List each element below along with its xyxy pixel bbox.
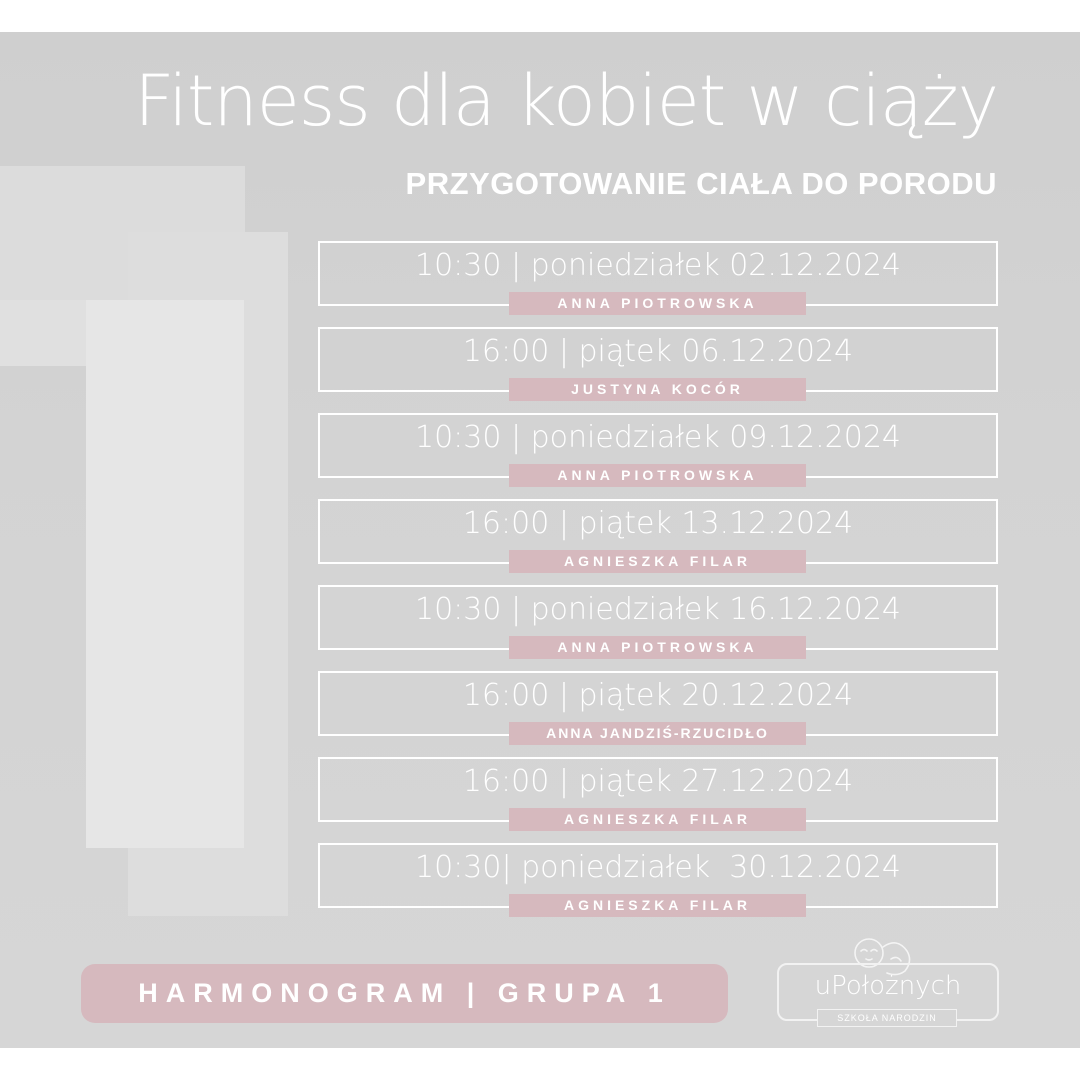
schedule-list — [318, 241, 998, 929]
logo-name: uPołożnych — [814, 971, 962, 1001]
instructor-badge: ANNA PIOTROWSKA — [509, 292, 806, 315]
session-item — [318, 671, 998, 757]
instructor-badge: AGNIESZKA FILAR — [509, 550, 806, 573]
session-time-date: 16:00 | piątek 27.12.2024 — [462, 764, 854, 799]
page-title: Fitness dla kobiet w ciąży — [134, 60, 998, 142]
brand-logo — [777, 929, 999, 1029]
logo-tagline: SZKOŁA NARODZIN — [817, 1009, 957, 1027]
session-time-date: 16:00 | piątek 20.12.2024 — [462, 678, 854, 713]
session-item — [318, 585, 998, 671]
poster — [0, 32, 1080, 1048]
session-time-date: 10:30| poniedziałek 30.12.2024 — [414, 850, 901, 885]
session-item — [318, 757, 998, 843]
session-time-date: 10:30 | poniedziałek 02.12.2024 — [414, 248, 901, 283]
session-time-date: 16:00 | piątek 06.12.2024 — [462, 334, 854, 369]
session-time-date: 10:30 | poniedziałek 09.12.2024 — [414, 420, 901, 455]
decorative-shape — [86, 300, 244, 848]
instructor-badge: ANNA PIOTROWSKA — [509, 464, 806, 487]
instructor-badge: JUSTYNA KOCÓR — [509, 378, 806, 401]
session-item — [318, 327, 998, 413]
instructor-badge: AGNIESZKA FILAR — [509, 894, 806, 917]
session-item — [318, 499, 998, 585]
session-item — [318, 413, 998, 499]
session-time-date: 16:00 | piątek 13.12.2024 — [462, 506, 854, 541]
session-item — [318, 241, 998, 327]
decorative-shape — [0, 300, 86, 366]
schedule-group-label: HARMONOGRAM | GRUPA 1 — [81, 964, 728, 1023]
session-time-date: 10:30 | poniedziałek 16.12.2024 — [414, 592, 901, 627]
instructor-badge: ANNA JANDZIŚ-RZUCIDŁO — [509, 722, 806, 745]
page-subtitle: PRZYGOTOWANIE CIAŁA DO PORODU — [405, 166, 997, 201]
session-item — [318, 843, 998, 929]
instructor-badge: AGNIESZKA FILAR — [509, 808, 806, 831]
instructor-badge: ANNA PIOTROWSKA — [509, 636, 806, 659]
